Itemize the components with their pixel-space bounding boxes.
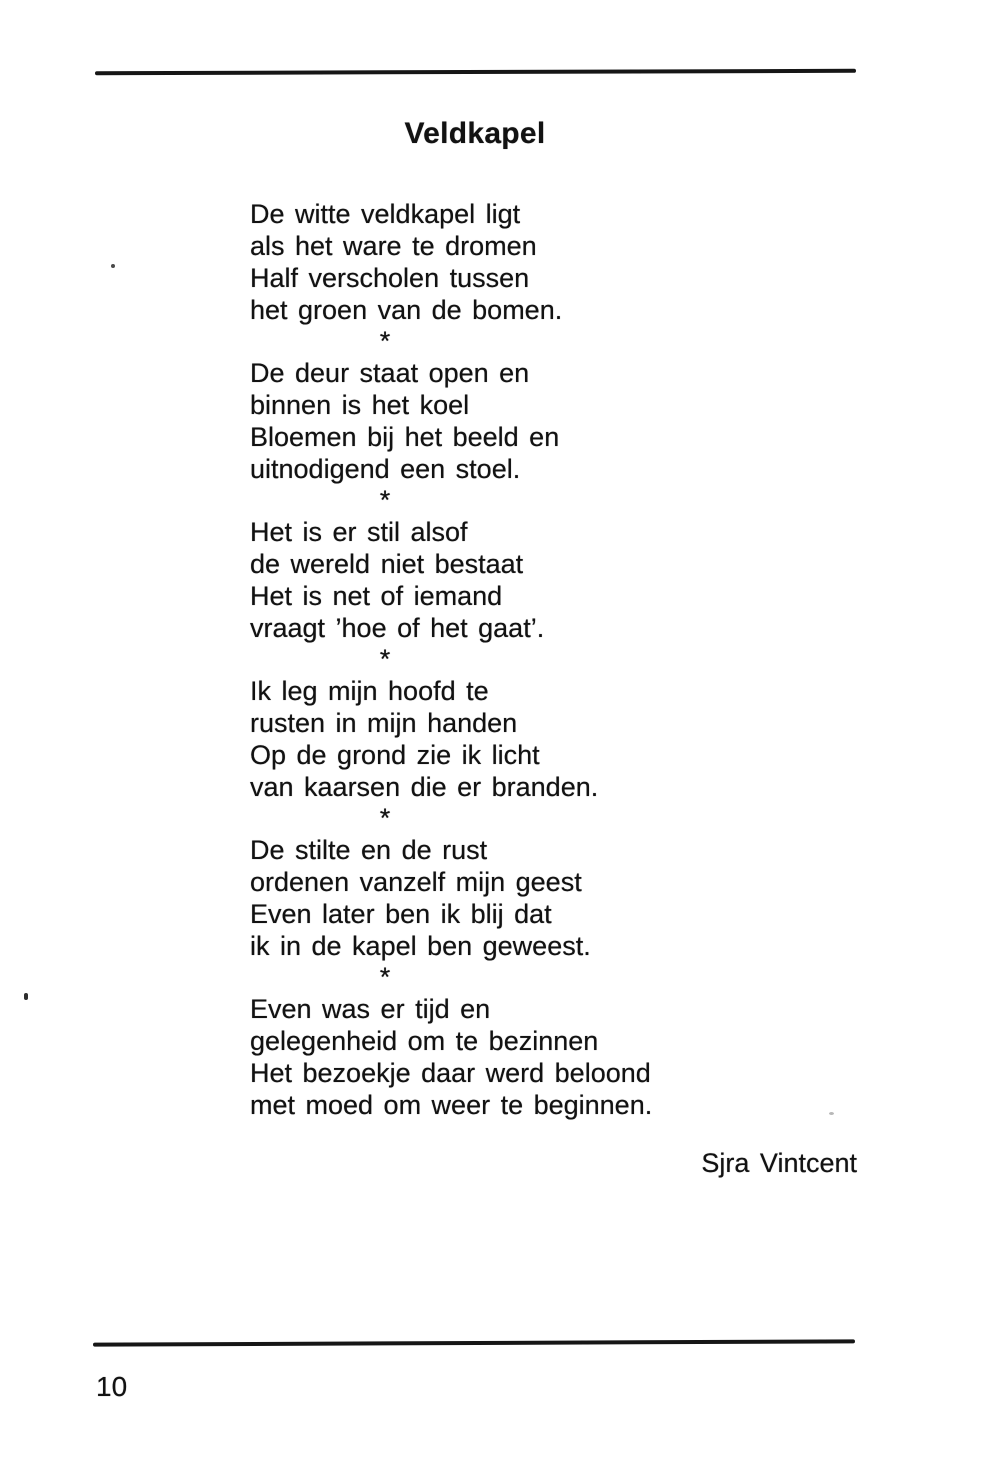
poem-line: vraagt ’hoe of het gaat’.: [250, 613, 545, 643]
stanza-separator-asterisk: *: [379, 326, 391, 356]
poem-line: als het ware te dromen: [250, 231, 537, 261]
stanza-separator-asterisk: *: [379, 644, 391, 674]
poem-line: het groen van de bomen.: [250, 295, 563, 325]
scan-speck: [829, 1112, 834, 1115]
poem-author: Sjra Vintcent: [701, 1148, 857, 1178]
stanza-separator-asterisk: *: [379, 485, 391, 515]
poem-line: van kaarsen die er branden.: [250, 772, 599, 802]
poem-line: Even was er tijd en: [250, 994, 491, 1024]
poem-body: [250, 198, 730, 1121]
poem-line: de wereld niet bestaat: [250, 549, 524, 579]
poem-line: Op de grond zie ik licht: [250, 740, 540, 770]
poem-line: Het is er stil alsof: [250, 517, 468, 547]
poem-title: Veldkapel: [404, 117, 546, 151]
scan-speck: [24, 993, 28, 1000]
scan-speck: [111, 264, 115, 268]
poem-line: uitnodigend een stoel.: [250, 454, 521, 484]
poem-line: met moed om weer te beginnen.: [250, 1090, 653, 1120]
poem-line: De witte veldkapel ligt: [250, 199, 521, 229]
stanza: [250, 993, 730, 1121]
poem-line: Even later ben ik blij dat: [250, 899, 552, 929]
poem-line: Ik leg mijn hoofd te: [250, 676, 489, 706]
poem-line: De stilte en de rust: [250, 835, 488, 865]
stanza-separator-asterisk: *: [379, 803, 391, 833]
poem-line: Het bezoekje daar werd beloond: [250, 1058, 651, 1088]
page-number: 10: [96, 1371, 128, 1402]
poem-stanzas: [250, 198, 730, 1121]
poem-line: ordenen vanzelf mijn geest: [250, 867, 582, 897]
poem-line: gelegenheid om te bezinnen: [250, 1026, 599, 1056]
stanza: [250, 675, 730, 803]
poem-line: ik in de kapel ben geweest.: [250, 931, 591, 961]
poem-line: Het is net of iemand: [250, 581, 503, 611]
bottom-horizontal-rule: [93, 1339, 855, 1346]
stanza: [250, 516, 730, 644]
top-horizontal-rule: [95, 69, 856, 75]
poem-line: rusten in mijn handen: [250, 708, 518, 738]
stanza: [250, 198, 730, 326]
poem-line: De deur staat open en: [250, 358, 530, 388]
poem-line: Half verscholen tussen: [250, 263, 530, 293]
poem-line: Bloemen bij het beeld en: [250, 422, 560, 452]
stanza-separator-asterisk: *: [379, 962, 391, 992]
stanza: [250, 357, 730, 485]
poem-line: binnen is het koel: [250, 390, 470, 420]
stanza: [250, 834, 730, 962]
